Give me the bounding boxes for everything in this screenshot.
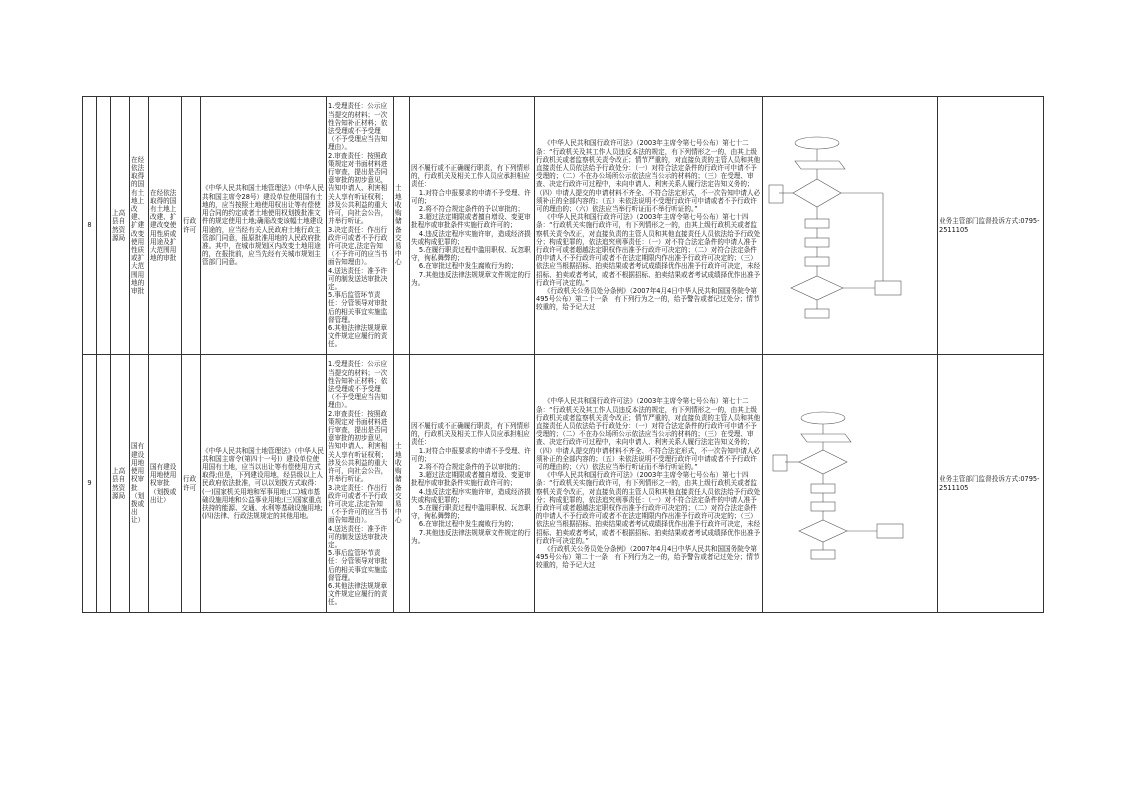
liability-line: 2.将不符合规定条件的予以审批的； bbox=[418, 204, 525, 213]
dept-cell: 上高县自然资源局 bbox=[111, 97, 130, 355]
unit-cell: 土地收购储备交易中心 bbox=[394, 355, 410, 613]
law-cell bbox=[535, 97, 763, 355]
liability-cell bbox=[410, 97, 535, 355]
law-paragraph: 《中华人民共和国行政许可法》（2003年主席令第七号公布）第七十二条：“行政机关及其工作人员违反本法的规定，有下列情形之一的，由其上级行政机关或者监察机关责令改正；情节严重的，对直接负责的主管人员和其他直接责任人员依法给予行政处分：（一）对符合法定条件的行政许可申请不予受理的；（二）不在办公场所公示依法应当公示的材料的；（三）在受理、审查、决定行政许可过程中，未向申请人、利害关系人履行法定告知义务的；（四）申请人提交的申请材料不齐全、不符合法定形式，不一次告知申请人必须补正的全部内容的；（五）未依法说明不受理行政许可申请或者不予行政许可的理由的；（六）依法应当举行听证而不举行听证的。” bbox=[536, 139, 761, 213]
law-paragraph: 《行政机关公务员处分条例》（2007年4月4日中华人民共和国国务院令第495号公布）第二十一条 有下列行为之一的，给予警告或者记过处分；情节较重的，给予记大过 bbox=[536, 287, 760, 312]
blank-cell bbox=[97, 97, 111, 355]
dept-cell: 上高县自然资源局 bbox=[111, 355, 130, 613]
duty-cell bbox=[327, 355, 394, 613]
duty-cell bbox=[327, 97, 394, 355]
basis-cell: 《中华人民共和国土地管理法》（中华人民共和国主席令28号）建设单位使用国有土地的，应当按照土地使用权出让等有偿使用合同的约定或者土地使用权划拨批准文件的规定使用土地;确需改变该幅土地建设用途的，应当经有关人民政府土地行政主管部门同意，报原批准用地的人民政府批准。其中，在城市规划区内改变土地用途的，在报批前，应当先经有关城市规划主管部门同意。 bbox=[201, 97, 327, 355]
power-list-table bbox=[82, 96, 1044, 613]
duty-line: 2.审查责任：按照政策规定对书面材料进行审查，提出是否同意审批的初步意见，告知申请人、利害相关人享有听证权利；涉及公共利益的重大许可，向社会公告，并举行听证。 bbox=[328, 151, 388, 226]
liability-line: 3.超过法定期限或者擅自增设、变更审批程序或审批条件实施行政许可的； bbox=[411, 471, 531, 488]
unit-cell: 土地收购储备交易中心 bbox=[394, 97, 410, 355]
table-row bbox=[83, 355, 1044, 613]
liability-line: 6.在审批过程中发生腐败行为的； bbox=[418, 520, 518, 529]
duty-line: 1.受理责任：公示应当提交的材料；一次性告知补正材料；依法受理或不予受理（不予受理应当告知理由）。 bbox=[328, 102, 388, 152]
supervise-cell: 业务主管部门监督投诉方式:0795-2511105 bbox=[938, 97, 1044, 355]
law-paragraph: 《中华人民共和国行政许可法》（2003年主席令第七号公布）第七十四条：“行政机关实施行政许可，有下列情形之一的，由其上级行政机关或者监察机关责令改正，对直接负责的主管人员和其他直接责任人员依法给予行政处分；构成犯罪的，依法追究刑事责任：（一）对不符合法定条件的申请人准予行政许可或者超越法定职权作出准予行政许可决定的；（二）对符合法定条件的申请人不予行政许可或者不在法定期限内作出准予行政许可决定的；（三）依法应当根据招标、拍卖结果或者考试成绩择优作出准予行政许可决定，未经招标、拍卖或者考试，或者不根据招标、拍卖结果或者考试成绩择优作出准予行政许可决定的。” bbox=[536, 213, 761, 287]
duty-line: 5.事后监管环节责任：分管领导对审批后的相关事宜实施监督管理。 bbox=[328, 291, 388, 324]
flowchart-diagram bbox=[765, 123, 935, 328]
liability-cell bbox=[410, 355, 535, 613]
duty-line: 3.决定责任：作出行政许可或者不予行政许可决定,法定告知（不予许可的应当书面告知理由）。 bbox=[328, 483, 388, 525]
liability-line: 5.在履行职责过程中滥用职权、玩忽职守，徇私舞弊的； bbox=[411, 246, 531, 263]
item-name-cell: 国有建设用地使用权审批（划拨或出让） bbox=[130, 355, 149, 613]
blank-cell bbox=[97, 355, 111, 613]
flowchart-cell bbox=[763, 97, 938, 355]
liability-line: 6.在审批过程中发生腐败行为的； bbox=[418, 262, 518, 271]
row-number: 9 bbox=[83, 355, 97, 613]
law-paragraph: 《中华人民共和国行政许可法》（2003年主席令第七号公布）第七十二条：“行政机关及其工作人员违反本法的规定，有下列情形之一的，由其上级行政机关或者监察机关责令改正；情节严重的，对直接负责的主管人员和其他直接责任人员依法给予行政处分：（一）对符合法定条件的行政许可申请不予受理的；（二）不在办公场所公示依法应当公示的材料的；（三）在受理、审查、决定行政许可过程中，未向申请人、利害关系人履行法定告知义务的；（四）申请人提交的申请材料不齐全、不符合法定形式，不一次告知申请人必须补正的全部内容的；（五）未依法说明不受理行政许可申请或者不予行政许可的理由的；（六）依法应当举行听证而不举行听证的。” bbox=[536, 397, 761, 471]
duty-line: 2.审查责任：按照政策规定对书面材料进行审查，提出是否同意审批的初步意见，告知申请人、利害相关人享有听证权利；涉及公共利益的重大许可，向社会公告，并举行听证。 bbox=[328, 409, 388, 484]
item-name-cell: 在经依法取得的国有土地上改建、扩建改变使用性质或扩大范围用地的审批 bbox=[130, 97, 149, 355]
liability-line: 4.违反法定程序实施许审，造成经济损失或构成犯罪的； bbox=[411, 229, 531, 246]
liability-line: 7.其他违反法律法规规章文件规定的行为。 bbox=[411, 528, 531, 545]
sub-item-cell: 在经依法取得的国有土地上改建、扩建改变使用性质或用途及扩大范围用地的审批 bbox=[149, 97, 182, 355]
duty-line: 4.送达责任：准予许可的制发送达审批决定。 bbox=[328, 524, 388, 549]
type-cell: 行政许可 bbox=[182, 355, 201, 613]
liability-line: 1.对符合申报要求的申请不予受理、许可的； bbox=[411, 188, 531, 205]
table-row bbox=[83, 97, 1044, 355]
row-number: 8 bbox=[83, 97, 97, 355]
duty-line: 6.其他法律法规规章文件规定应履行的责任。 bbox=[328, 323, 388, 349]
type-cell: 行政许可 bbox=[182, 97, 201, 355]
law-paragraph: 《中华人民共和国行政许可法》（2003年主席令第七号公布）第七十四条：“行政机关实施行政许可，有下列情形之一的，由其上级行政机关或者监察机关责令改正，对直接负责的主管人员和其他直接责任人员依法给予行政处分；构成犯罪的，依法追究刑事责任：（一）对不符合法定条件的申请人准予行政许可或者超越法定职权作出准予行政许可决定的；（二）对符合法定条件的申请人不予行政许可或者不在法定期限内作出准予行政许可决定的；（三）依法应当根据招标、拍卖结果或者考试成绩择优作出准予行政许可决定，未经招标、拍卖或者考试，或者不根据招标、拍卖结果或者考试成绩择优作出准予行政许可决定的。” bbox=[536, 471, 761, 545]
liability-line: 因不履行或不正确履行职责，有下列情形的，行政机关及相关工作人员应承担相应责任： bbox=[411, 421, 530, 447]
liability-line: 4.违反法定程序实施许审，造成经济损失或构成犯罪的； bbox=[411, 487, 531, 504]
sub-item-cell: 国有建设用地使用权审批（划拨或出让） bbox=[149, 355, 182, 613]
duty-line: 1.受理责任：公示应当提交的材料；一次性告知补正材料；依法受理或不予受理（不予受理应当告知理由）。 bbox=[328, 360, 388, 410]
flowchart-cell bbox=[763, 355, 938, 613]
liability-line: 3.超过法定期限或者擅自增设、变更审批程序或审批条件实施行政许可的； bbox=[411, 213, 531, 230]
liability-line: 7.其他违反法律法规规章文件规定的行为。 bbox=[411, 270, 531, 287]
supervise-cell: 业务主管部门监督投诉方式:0795-2511105 bbox=[938, 355, 1044, 613]
flowchart-diagram bbox=[765, 404, 935, 564]
basis-cell: 《中华人民共和国土地管理法》（中华人民共和国主席令(第四十一号)）建设单位使用国有土地，应当以出让等有偿使用方式取得;但是，下列建设用地，经县级以上人民政府依法批准，可以以划拨方式取得：(一)国家机关用地和军事用地;(二)城市基础设施用地和公益事业用地;(三)国家重点扶持的能源、交通、水利等基础设施用地;(四)法律、行政法规规定的其他用地。 bbox=[201, 355, 327, 613]
duty-line: 3.决定责任：作出行政许可或者不予行政许可决定,法定告知（不予许可的应当书面告知理由）。 bbox=[328, 225, 388, 267]
law-cell bbox=[535, 355, 763, 613]
liability-line: 1.对符合申报要求的申请不予受理、许可的； bbox=[411, 446, 531, 463]
duty-line: 6.其他法律法规规章文件规定应履行的责任。 bbox=[328, 581, 388, 607]
duty-line: 5.事后监管环节责任：分管领导对审批后的相关事宜实施监督管理。 bbox=[328, 549, 388, 582]
law-paragraph: 《行政机关公务员处分条例》（2007年4月4日中华人民共和国国务院令第495号公布）第二十一条 有下列行为之一的，给予警告或者记过处分；情节较重的，给予记大过 bbox=[536, 545, 760, 570]
liability-line: 因不履行或不正确履行职责，有下列情形的，行政机关及相关工作人员应承担相应责任： bbox=[411, 163, 530, 189]
duty-line: 4.送达责任：准予许可的制发送达审批决定。 bbox=[328, 266, 388, 291]
liability-line: 2.将不符合规定条件的予以审批的； bbox=[418, 462, 525, 471]
liability-line: 5.在履行职责过程中滥用职权、玩忽职守，徇私舞弊的； bbox=[411, 504, 531, 521]
